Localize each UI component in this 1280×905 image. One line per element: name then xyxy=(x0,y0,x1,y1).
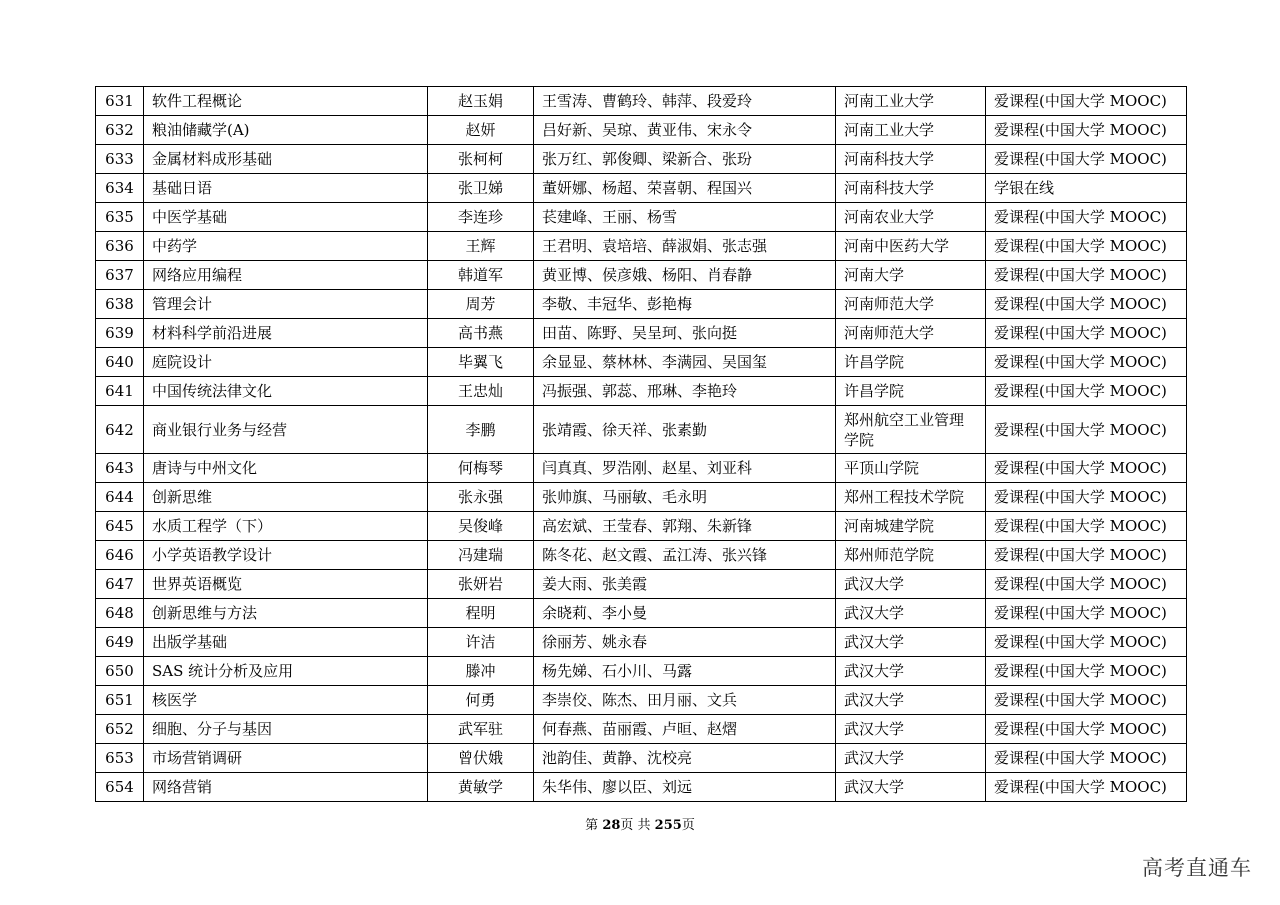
cell-school: 武汉大学 xyxy=(836,570,986,599)
table-row xyxy=(96,319,1187,348)
cell-number: 634 xyxy=(96,174,144,203)
cell-platform: 爱课程(中国大学 MOOC) xyxy=(986,657,1187,686)
cell-number: 642 xyxy=(96,406,144,454)
cell-platform: 爱课程(中国大学 MOOC) xyxy=(986,232,1187,261)
cell-members: 张靖霞、徐天祥、张素勤 xyxy=(534,406,836,454)
cell-platform: 爱课程(中国大学 MOOC) xyxy=(986,290,1187,319)
cell-number: 653 xyxy=(96,744,144,773)
cell-course-name: 粮油储藏学(A) xyxy=(144,116,428,145)
cell-number: 639 xyxy=(96,319,144,348)
cell-number: 648 xyxy=(96,599,144,628)
cell-platform: 爱课程(中国大学 MOOC) xyxy=(986,483,1187,512)
cell-members: 陈冬花、赵文霞、孟江涛、张兴锋 xyxy=(534,541,836,570)
cell-leader: 李鹏 xyxy=(428,406,534,454)
table-row xyxy=(96,483,1187,512)
cell-course-name: 网络应用编程 xyxy=(144,261,428,290)
table-row xyxy=(96,628,1187,657)
cell-leader: 高书燕 xyxy=(428,319,534,348)
cell-school: 河南农业大学 xyxy=(836,203,986,232)
cell-members: 董妍娜、杨超、荣喜朝、程国兴 xyxy=(534,174,836,203)
cell-course-name: 中国传统法律文化 xyxy=(144,377,428,406)
cell-platform: 爱课程(中国大学 MOOC) xyxy=(986,348,1187,377)
cell-number: 644 xyxy=(96,483,144,512)
cell-platform: 爱课程(中国大学 MOOC) xyxy=(986,715,1187,744)
cell-leader: 滕冲 xyxy=(428,657,534,686)
cell-number: 632 xyxy=(96,116,144,145)
cell-course-name: 细胞、分子与基因 xyxy=(144,715,428,744)
cell-members: 吕好新、吴琼、黄亚伟、宋永令 xyxy=(534,116,836,145)
cell-members: 苌建峰、王丽、杨雪 xyxy=(534,203,836,232)
cell-course-name: 管理会计 xyxy=(144,290,428,319)
cell-members: 高宏斌、王莹春、郭翔、朱新锋 xyxy=(534,512,836,541)
cell-course-name: 创新思维 xyxy=(144,483,428,512)
table-row xyxy=(96,715,1187,744)
table-row xyxy=(96,232,1187,261)
cell-members: 杨先娣、石小川、马露 xyxy=(534,657,836,686)
cell-course-name: 出版学基础 xyxy=(144,628,428,657)
table-row xyxy=(96,116,1187,145)
cell-platform: 爱课程(中国大学 MOOC) xyxy=(986,116,1187,145)
footer-prefix: 第 xyxy=(585,818,603,833)
cell-school: 郑州航空工业管理学院 xyxy=(836,406,986,454)
cell-platform: 爱课程(中国大学 MOOC) xyxy=(986,599,1187,628)
cell-members: 朱华伟、廖以臣、刘远 xyxy=(534,773,836,802)
footer-suffix: 页 xyxy=(681,818,695,833)
cell-school: 河南工业大学 xyxy=(836,116,986,145)
cell-school: 郑州师范学院 xyxy=(836,541,986,570)
cell-course-name: 商业银行业务与经营 xyxy=(144,406,428,454)
cell-leader: 何梅琴 xyxy=(428,454,534,483)
table-row xyxy=(96,599,1187,628)
cell-members: 王君明、袁培培、薛淑娟、张志强 xyxy=(534,232,836,261)
table-row xyxy=(96,174,1187,203)
table-row xyxy=(96,657,1187,686)
cell-course-name: 创新思维与方法 xyxy=(144,599,428,628)
cell-school: 河南城建学院 xyxy=(836,512,986,541)
cell-platform: 爱课程(中国大学 MOOC) xyxy=(986,541,1187,570)
cell-leader: 张卫娣 xyxy=(428,174,534,203)
cell-school: 武汉大学 xyxy=(836,744,986,773)
cell-members: 闫真真、罗浩刚、赵星、刘亚科 xyxy=(534,454,836,483)
cell-number: 633 xyxy=(96,145,144,174)
cell-platform: 爱课程(中国大学 MOOC) xyxy=(986,203,1187,232)
watermark-text: 高考直通车 xyxy=(1142,856,1252,880)
cell-school: 许昌学院 xyxy=(836,348,986,377)
cell-leader: 毕翼飞 xyxy=(428,348,534,377)
cell-school: 河南工业大学 xyxy=(836,87,986,116)
cell-number: 637 xyxy=(96,261,144,290)
cell-course-name: 核医学 xyxy=(144,686,428,715)
table-row xyxy=(96,290,1187,319)
cell-number: 635 xyxy=(96,203,144,232)
cell-platform: 爱课程(中国大学 MOOC) xyxy=(986,744,1187,773)
cell-leader: 赵玉娟 xyxy=(428,87,534,116)
cell-platform: 爱课程(中国大学 MOOC) xyxy=(986,454,1187,483)
cell-course-name: 网络营销 xyxy=(144,773,428,802)
cell-leader: 张妍岩 xyxy=(428,570,534,599)
cell-course-name: 金属材料成形基础 xyxy=(144,145,428,174)
page-footer xyxy=(0,814,1280,833)
cell-number: 645 xyxy=(96,512,144,541)
cell-course-name: 中药学 xyxy=(144,232,428,261)
cell-course-name: 小学英语教学设计 xyxy=(144,541,428,570)
cell-members: 王雪涛、曹鹤玲、韩萍、段爱玲 xyxy=(534,87,836,116)
footer-page-current: 28 xyxy=(602,818,621,833)
cell-members: 姜大雨、张美霞 xyxy=(534,570,836,599)
cell-number: 654 xyxy=(96,773,144,802)
cell-course-name: 水质工程学（下） xyxy=(144,512,428,541)
cell-school: 武汉大学 xyxy=(836,773,986,802)
cell-leader: 王辉 xyxy=(428,232,534,261)
cell-school: 河南大学 xyxy=(836,261,986,290)
cell-course-name: 基础日语 xyxy=(144,174,428,203)
cell-number: 651 xyxy=(96,686,144,715)
cell-course-name: 市场营销调研 xyxy=(144,744,428,773)
cell-platform: 爱课程(中国大学 MOOC) xyxy=(986,319,1187,348)
cell-platform: 学银在线 xyxy=(986,174,1187,203)
table-row xyxy=(96,773,1187,802)
footer-mid: 页 共 xyxy=(620,818,655,833)
cell-platform: 爱课程(中国大学 MOOC) xyxy=(986,570,1187,599)
cell-number: 631 xyxy=(96,87,144,116)
table-row xyxy=(96,377,1187,406)
cell-leader: 何勇 xyxy=(428,686,534,715)
cell-platform: 爱课程(中国大学 MOOC) xyxy=(986,261,1187,290)
cell-school: 河南师范大学 xyxy=(836,319,986,348)
cell-course-name: 材料科学前沿进展 xyxy=(144,319,428,348)
cell-number: 638 xyxy=(96,290,144,319)
table-row xyxy=(96,541,1187,570)
cell-platform: 爱课程(中国大学 MOOC) xyxy=(986,686,1187,715)
cell-course-name: 唐诗与中州文化 xyxy=(144,454,428,483)
cell-leader: 许洁 xyxy=(428,628,534,657)
table-row xyxy=(96,686,1187,715)
cell-course-name: SAS 统计分析及应用 xyxy=(144,657,428,686)
cell-school: 河南科技大学 xyxy=(836,174,986,203)
cell-members: 池韵佳、黄静、沈校亮 xyxy=(534,744,836,773)
cell-course-name: 软件工程概论 xyxy=(144,87,428,116)
cell-number: 641 xyxy=(96,377,144,406)
cell-number: 647 xyxy=(96,570,144,599)
cell-members: 李敬、丰冠华、彭艳梅 xyxy=(534,290,836,319)
cell-leader: 黄敏学 xyxy=(428,773,534,802)
cell-leader: 张柯柯 xyxy=(428,145,534,174)
table-row xyxy=(96,512,1187,541)
cell-platform: 爱课程(中国大学 MOOC) xyxy=(986,145,1187,174)
cell-school: 许昌学院 xyxy=(836,377,986,406)
cell-leader: 周芳 xyxy=(428,290,534,319)
table-row xyxy=(96,348,1187,377)
cell-number: 643 xyxy=(96,454,144,483)
cell-leader: 张永强 xyxy=(428,483,534,512)
cell-members: 何春燕、苗丽霞、卢晅、赵熠 xyxy=(534,715,836,744)
cell-leader: 程明 xyxy=(428,599,534,628)
table-row xyxy=(96,570,1187,599)
footer-page-total: 255 xyxy=(654,818,682,833)
cell-course-name: 庭院设计 xyxy=(144,348,428,377)
cell-number: 652 xyxy=(96,715,144,744)
cell-leader: 武军驻 xyxy=(428,715,534,744)
table-row xyxy=(96,203,1187,232)
cell-leader: 冯建瑞 xyxy=(428,541,534,570)
cell-leader: 李连珍 xyxy=(428,203,534,232)
cell-course-name: 世界英语概览 xyxy=(144,570,428,599)
cell-number: 640 xyxy=(96,348,144,377)
cell-school: 河南师范大学 xyxy=(836,290,986,319)
cell-members: 冯振强、郭蕊、邢琳、李艳玲 xyxy=(534,377,836,406)
cell-members: 余晓莉、李小曼 xyxy=(534,599,836,628)
cell-members: 李崇佼、陈杰、田月丽、文兵 xyxy=(534,686,836,715)
cell-members: 张帅旗、马丽敏、毛永明 xyxy=(534,483,836,512)
cell-leader: 吴俊峰 xyxy=(428,512,534,541)
cell-school: 武汉大学 xyxy=(836,686,986,715)
cell-school: 武汉大学 xyxy=(836,657,986,686)
cell-platform: 爱课程(中国大学 MOOC) xyxy=(986,377,1187,406)
cell-leader: 王忠灿 xyxy=(428,377,534,406)
cell-platform: 爱课程(中国大学 MOOC) xyxy=(986,628,1187,657)
table-row xyxy=(96,87,1187,116)
cell-school: 武汉大学 xyxy=(836,715,986,744)
cell-platform: 爱课程(中国大学 MOOC) xyxy=(986,512,1187,541)
cell-school: 武汉大学 xyxy=(836,628,986,657)
cell-leader: 韩道军 xyxy=(428,261,534,290)
cell-platform: 爱课程(中国大学 MOOC) xyxy=(986,87,1187,116)
cell-course-name: 中医学基础 xyxy=(144,203,428,232)
table-body xyxy=(96,87,1187,802)
cell-members: 张万红、郭俊卿、梁新合、张玢 xyxy=(534,145,836,174)
cell-number: 650 xyxy=(96,657,144,686)
table-row xyxy=(96,454,1187,483)
cell-members: 余显显、蔡林林、李满园、吴国玺 xyxy=(534,348,836,377)
cell-leader: 赵妍 xyxy=(428,116,534,145)
table-row xyxy=(96,261,1187,290)
cell-number: 646 xyxy=(96,541,144,570)
course-list-table xyxy=(95,86,1187,802)
table-row xyxy=(96,744,1187,773)
cell-number: 649 xyxy=(96,628,144,657)
cell-school: 武汉大学 xyxy=(836,599,986,628)
cell-leader: 曾伏娥 xyxy=(428,744,534,773)
cell-members: 田苗、陈野、吴呈珂、张向挺 xyxy=(534,319,836,348)
cell-school: 平顶山学院 xyxy=(836,454,986,483)
cell-number: 636 xyxy=(96,232,144,261)
cell-school: 河南科技大学 xyxy=(836,145,986,174)
table-row xyxy=(96,406,1187,454)
cell-members: 黄亚博、侯彦娥、杨阳、肖春静 xyxy=(534,261,836,290)
cell-school: 郑州工程技术学院 xyxy=(836,483,986,512)
table-row xyxy=(96,145,1187,174)
cell-platform: 爱课程(中国大学 MOOC) xyxy=(986,406,1187,454)
cell-school: 河南中医药大学 xyxy=(836,232,986,261)
cell-members: 徐丽芳、姚永春 xyxy=(534,628,836,657)
cell-platform: 爱课程(中国大学 MOOC) xyxy=(986,773,1187,802)
